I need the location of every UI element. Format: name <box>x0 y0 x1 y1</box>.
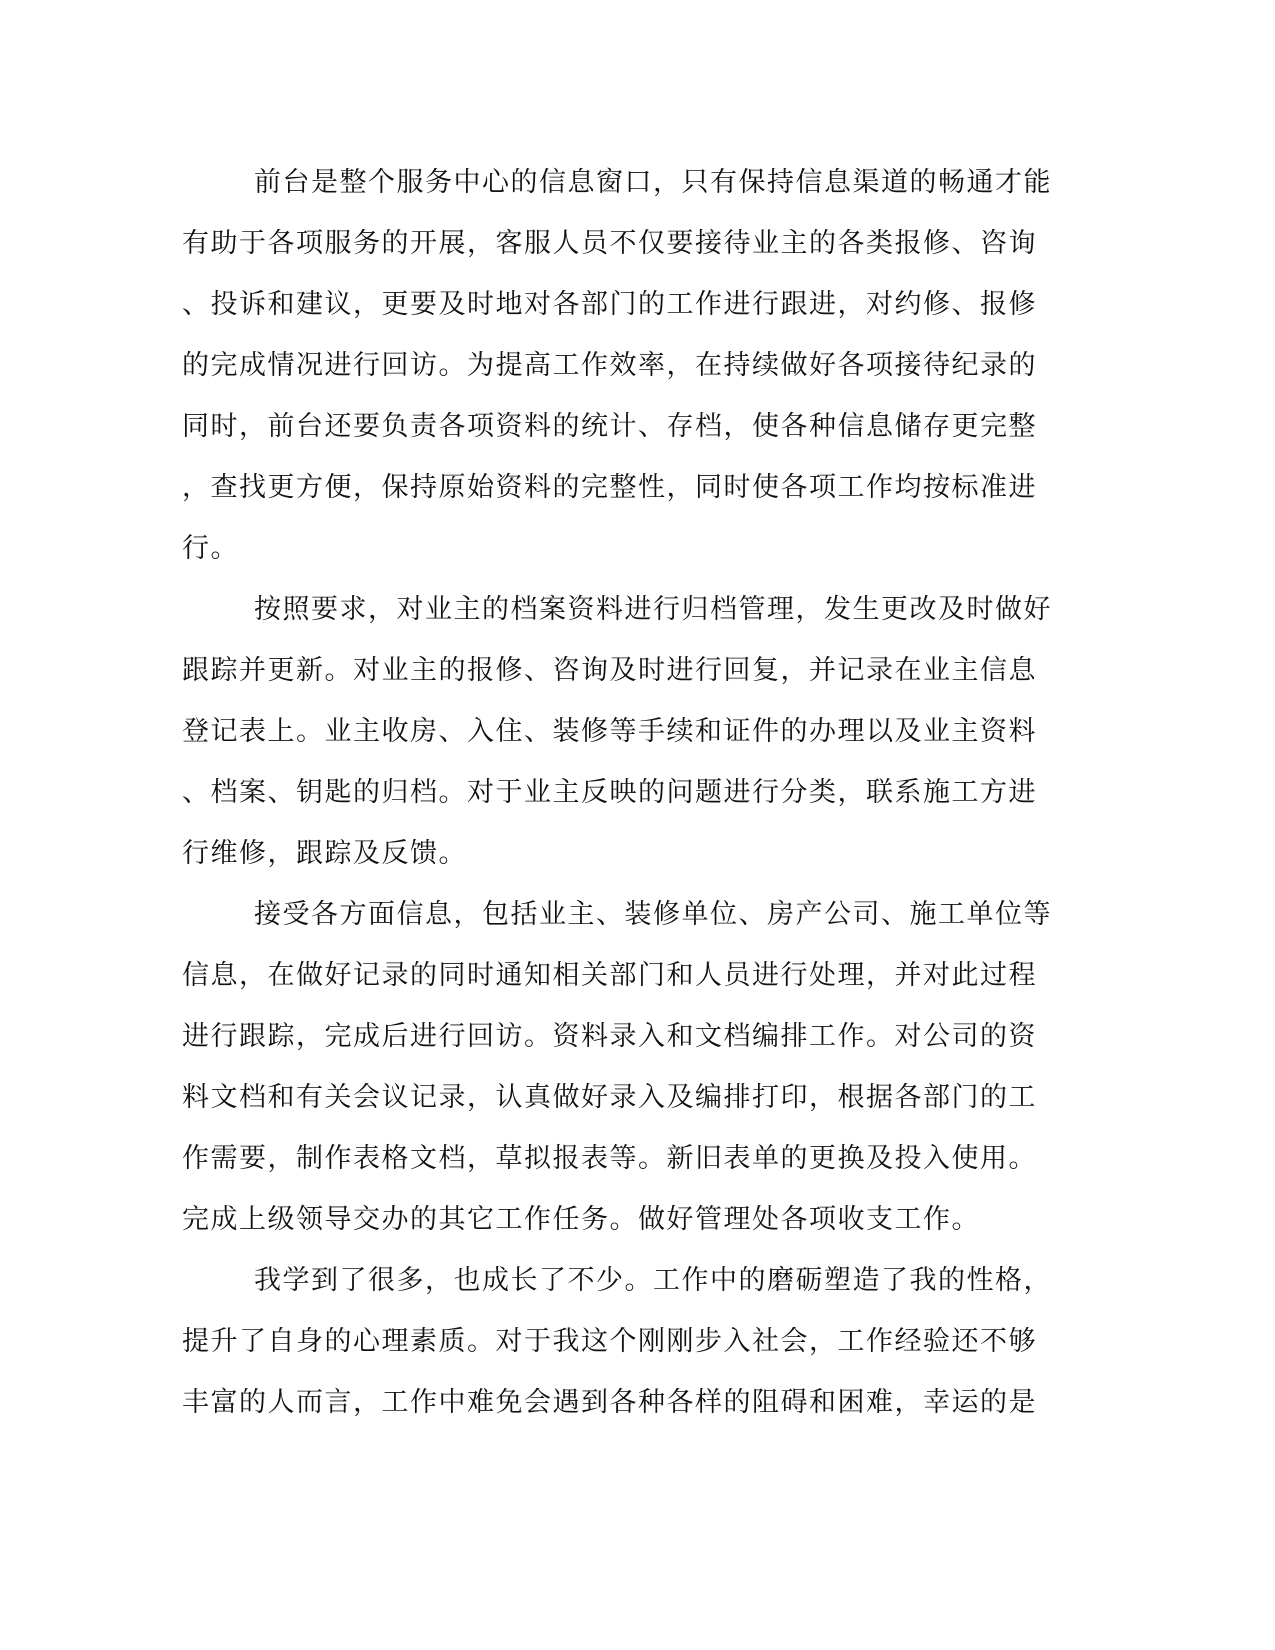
text-line: 接受各方面信息，包括业主、装修单位、房产公司、施工单位等 <box>254 899 1052 930</box>
text-line: 料文档和有关会议记录，认真做好录入及编排打印，根据各部门的工 <box>182 1082 1037 1113</box>
text-line: 完成上级领导交办的其它工作任务。做好管理处各项收支工作。 <box>182 1204 980 1235</box>
paragraph-information-handling <box>182 884 1062 1250</box>
text-line: 同时，前台还要负责各项资料的统计、存档，使各种信息储存更完整 <box>182 411 1037 442</box>
text-line: 有助于各项服务的开展，客服人员不仅要接待业主的各类报修、咨询 <box>182 228 1037 259</box>
text-line: 跟踪并更新。对业主的报修、咨询及时进行回复，并记录在业主信息 <box>182 655 1037 686</box>
text-line: 行维修，跟踪及反馈。 <box>182 838 467 869</box>
text-line: 行。 <box>182 533 239 564</box>
text-line: 、投诉和建议，更要及时地对各部门的工作进行跟进，对约修、报修 <box>182 289 1037 320</box>
paragraph-archive-management <box>182 579 1062 884</box>
text-line: 进行跟踪，完成后进行回访。资料录入和文档编排工作。对公司的资 <box>182 1021 1037 1052</box>
paragraph-front-desk <box>182 152 1062 579</box>
text-line: ，查找更方便，保持原始资料的完整性，同时使各项工作均按标准进 <box>182 472 1037 503</box>
text-line: 作需要，制作表格文档，草拟报表等。新旧表单的更换及投入使用。 <box>182 1143 1037 1174</box>
text-line: 丰富的人而言，工作中难免会遇到各种各样的阻碍和困难，幸运的是 <box>182 1387 1037 1418</box>
text-line: 提升了自身的心理素质。对于我这个刚刚步入社会，工作经验还不够 <box>182 1326 1037 1357</box>
text-line: 前台是整个服务中心的信息窗口，只有保持信息渠道的畅通才能 <box>254 167 1052 198</box>
paragraph-personal-growth <box>182 1250 1062 1433</box>
document-page <box>182 152 1062 1433</box>
text-line: 登记表上。业主收房、入住、装修等手续和证件的办理以及业主资料 <box>182 716 1037 747</box>
text-line: 按照要求，对业主的档案资料进行归档管理，发生更改及时做好 <box>254 594 1052 625</box>
text-line: 、档案、钥匙的归档。对于业主反映的问题进行分类，联系施工方进 <box>182 777 1037 808</box>
text-line: 信息，在做好记录的同时通知相关部门和人员进行处理，并对此过程 <box>182 960 1037 991</box>
text-line: 的完成情况进行回访。为提高工作效率，在持续做好各项接待纪录的 <box>182 350 1037 381</box>
text-line: 我学到了很多，也成长了不少。工作中的磨砺塑造了我的性格， <box>254 1265 1052 1296</box>
